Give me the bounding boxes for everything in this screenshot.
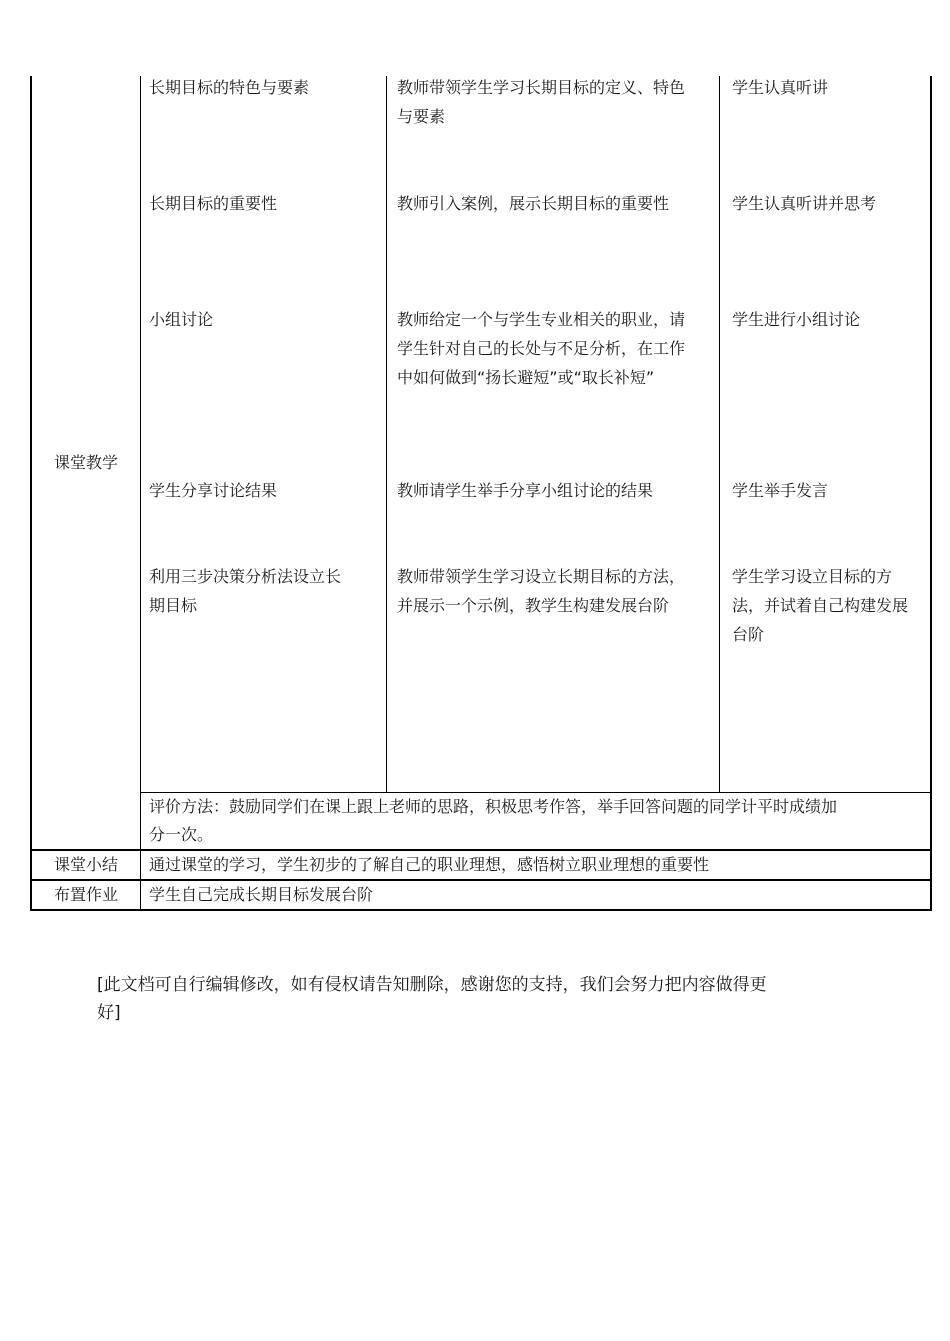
row-3-student-activity: 学生进行小组讨论: [732, 310, 861, 329]
row-5-teacher-activity: 教师带领学生学习设立长期目标的方法，并展示一个示例，教学生构建发展台阶: [397, 567, 686, 615]
label-column-divider: [140, 76, 141, 911]
table-bottom-border: [30, 909, 932, 911]
student-column-divider: [719, 76, 720, 793]
row-2-teacher-activity: 教师引入案例，展示长期目标的重要性: [397, 194, 670, 213]
row-4-teacher-activity: 教师请学生举手分享小组讨论的结果: [397, 481, 654, 500]
row-3-teacher-activity: 教师给定一个与学生专业相关的职业，请学生针对自己的长处与不足分析，在工作中如何做到“扬长避短”或“取长补短”: [397, 310, 686, 387]
table-border-right: [930, 76, 932, 911]
row-3-content: 小组讨论: [149, 310, 214, 329]
homework-label: 布置作业: [53, 885, 118, 904]
row-1-student-activity: 学生认真听讲: [732, 78, 829, 97]
row-5-student-activity: 学生学习设立目标的方法，并试着自己构建发展台阶: [732, 567, 909, 644]
row-4-content: 学生分享讨论结果: [149, 481, 278, 500]
row-2-student-activity: 学生认真听讲并思考: [732, 194, 877, 213]
evaluation-method: 评价方法：鼓励同学们在课上跟上老师的思路，积极思考作答，举手回答问题的同学计平时成绩加分一次。: [149, 797, 838, 844]
table-border-left: [30, 76, 32, 911]
row-4-student-activity: 学生举手发言: [732, 481, 829, 500]
row-2-content: 长期目标的重要性: [149, 194, 278, 213]
teacher-column-divider: [386, 76, 387, 793]
summary-label: 课堂小结: [53, 855, 118, 874]
section-label-classroom-teaching: 课堂教学: [53, 453, 118, 472]
summary-text: 通过课堂的学习，学生初步的了解自己的职业理想，感悟树立职业理想的重要性: [149, 855, 710, 874]
row-5-content: 利用三步决策分析法设立长期目标: [149, 567, 342, 615]
row-1-content: 长期目标的特色与要素: [149, 78, 310, 97]
homework-text: 学生自己完成长期目标发展台阶: [149, 885, 374, 904]
footer-note: [此文档可自行编辑修改，如有侵权请告知删除，感谢您的支持，我们会努力把内容做得更好]: [97, 975, 767, 1023]
row-1-teacher-activity: 教师带领学生学习长期目标的定义、特色与要素: [397, 78, 686, 126]
